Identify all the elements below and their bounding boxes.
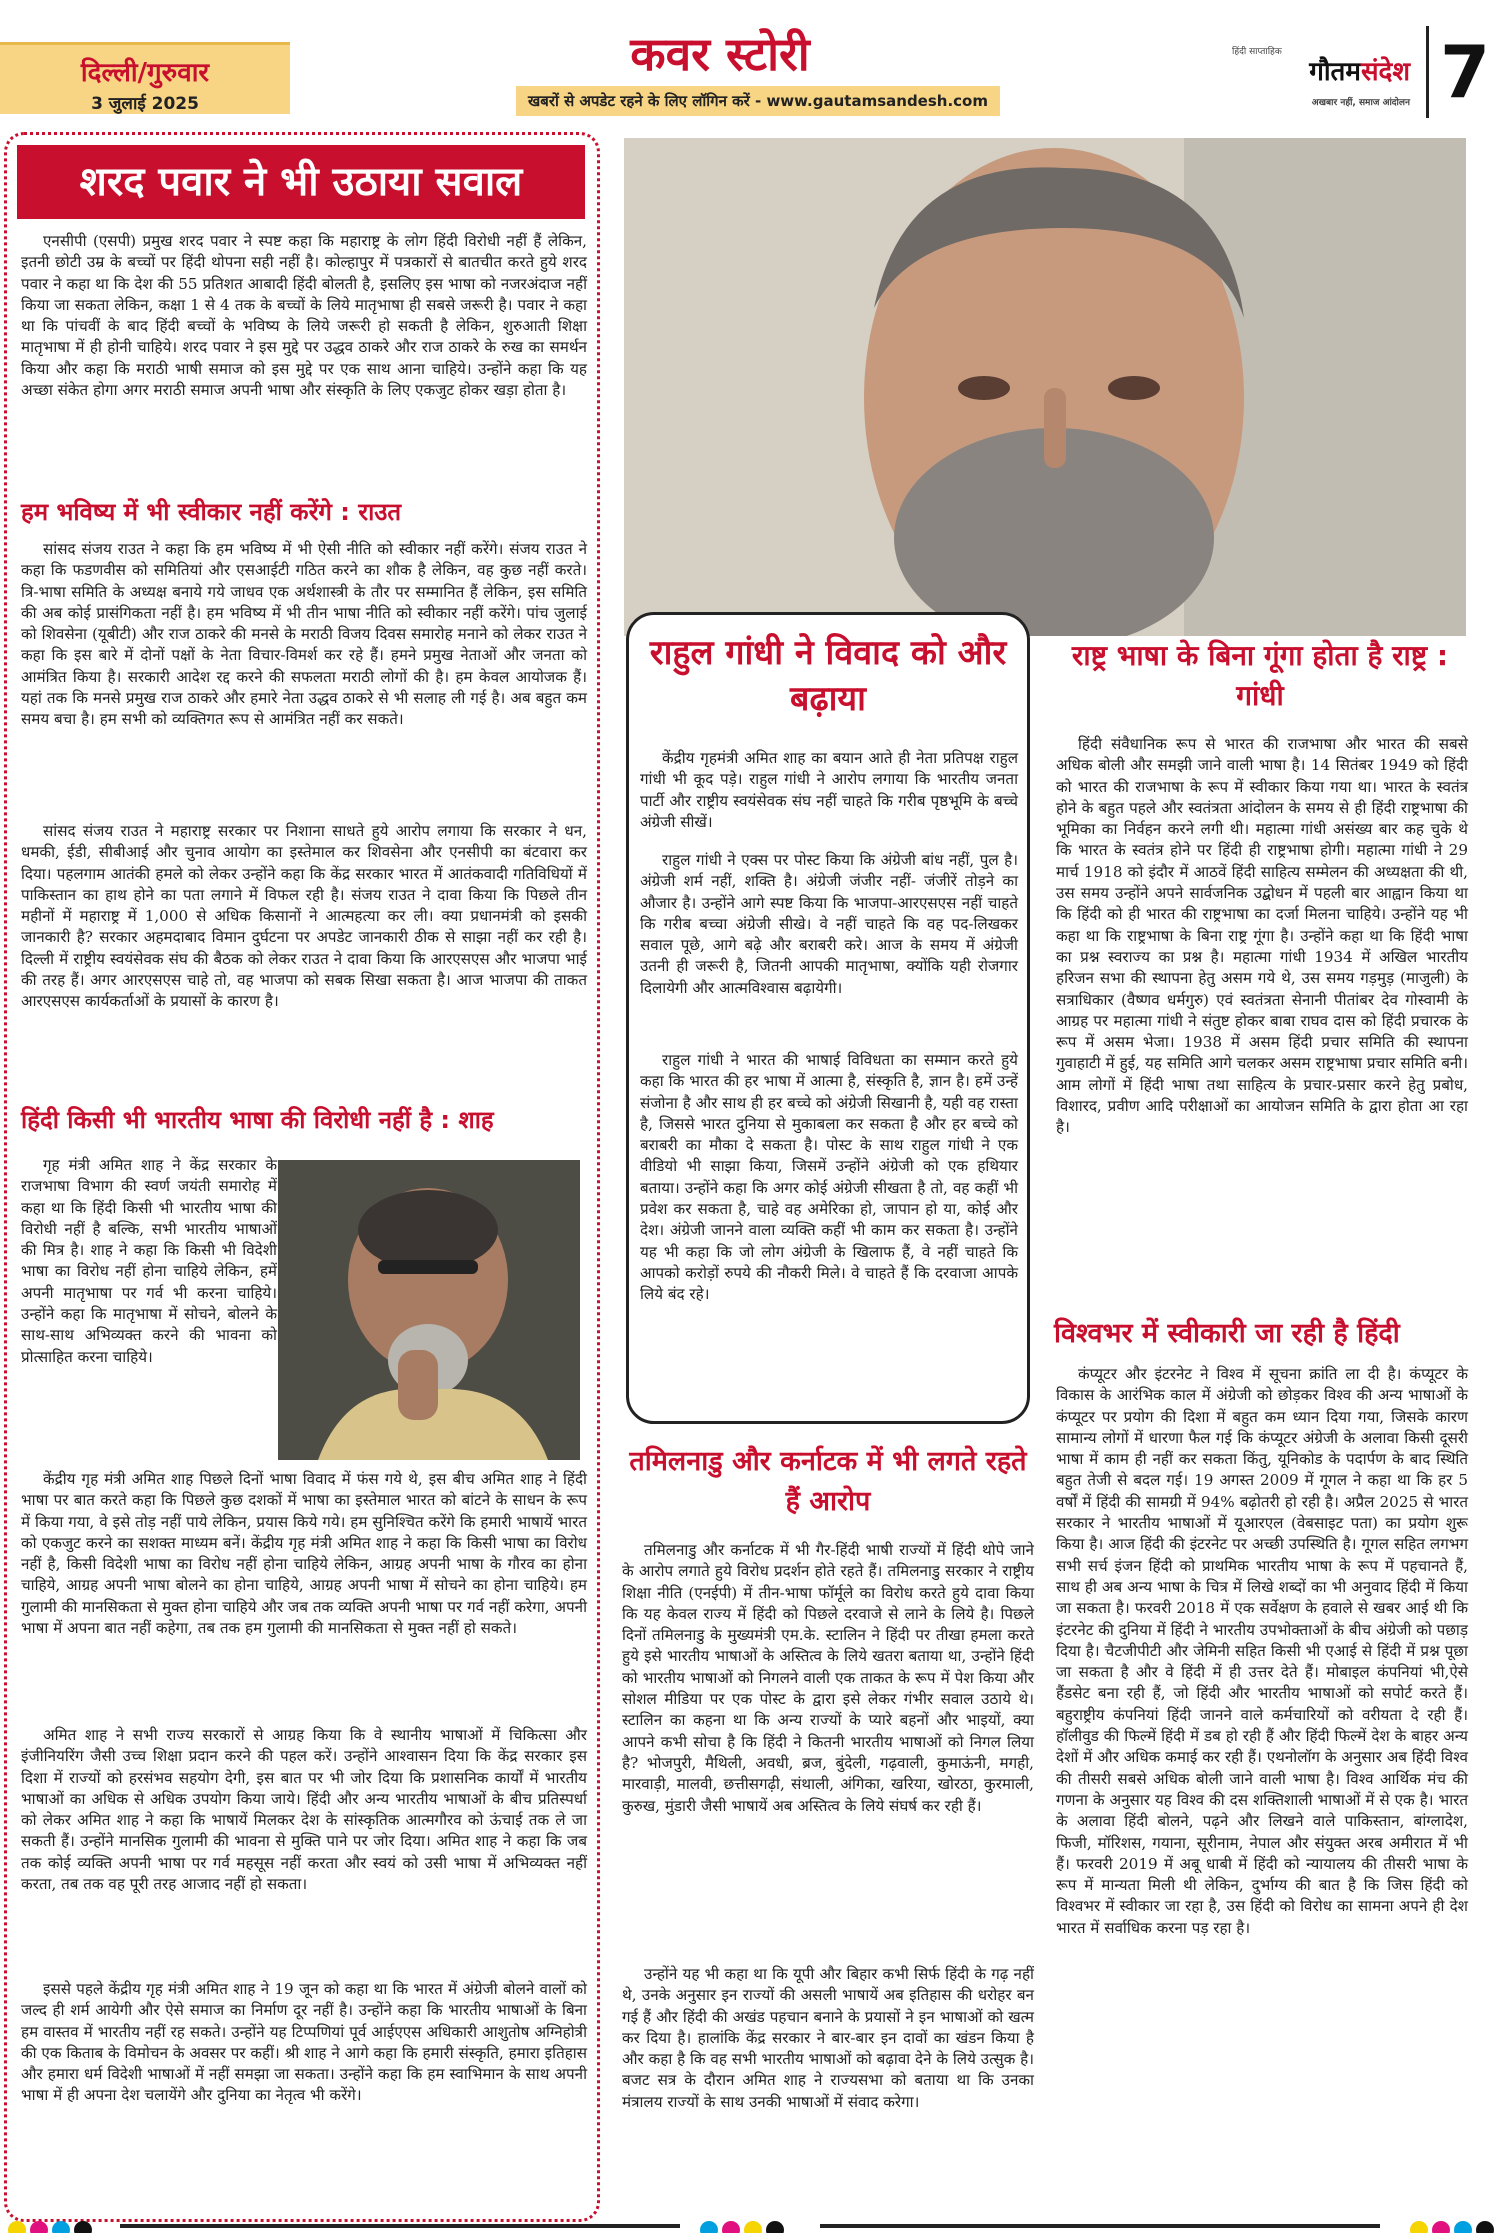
logo-name [1309,52,1410,88]
left-headline: शरद पवार ने भी उठाया सवाल [17,145,585,219]
color-mark-black [74,2221,92,2233]
page-header [0,0,1500,125]
color-mark-cyan [52,2221,70,2233]
left-para-4: गृह मंत्री अमित शाह ने केंद्र सरकार के राजभाषा विभाग की स्वर्ण जयंती समारोह में कहा था कि हिंदी किसी भी भारतीय भाषा की विरोधी नहीं है बल्कि, सभी भारतीय भाषाओं की मित्र है। शाह ने कहा कि किसी भी विदेशी भाषा का विरोध नहीं होना चाहिये लेकिन, हमें अपनी मातृभाषा पर गर्व भी करना चाहिये। उन्होंने कहा कि मातृभाषा में सोचने, बोलने के साथ-साथ अभिव्यक्त करने की भावना को प्रोत्साहित करना चाहिये। [21,1156,277,1366]
section-title: कवर स्टोरी [630,27,810,81]
portrait-illustration [624,138,1466,636]
logo-subtitle: अखबार नहीं, समाज आंदोलन [1311,98,1410,108]
logo-name-part2: संदेश [1360,57,1410,87]
right-headline: राष्ट्र भाषा के बिना गूंगा होता है राष्ट्र : गांधी [1071,639,1449,712]
amit-shah-photo [278,1160,580,1460]
color-mark-magenta [30,2221,48,2233]
page-number: 7 [1440,30,1491,114]
right-para-2: कंप्यूटर और इंटरनेट ने विश्व में सूचना क्रांति ला दी है। कंप्यूटर के विकास के आरंभिक काल में अंग्रेजी को छोड़कर विश्व की अन्य भाषाओं के कंप्यूटर पर प्रयोग की दिशा में बहुत कम ध्यान दिया गया, जिसके कारण सामान्य लोगों में धारणा फैल गई कि कंप्यूटर अंग्रेजी के अलावा किसी दूसरी भाषा में काम ही नहीं कर सकता किंतु, यूनिकोड के पदार्पण के बाद स्थिति बहुत तेजी से बदल गई। 19 अगस्त 2009 में गूगल ने कहा था कि हर 5 वर्षों में हिंदी की सामग्री में 94% बढ़ोतरी हो रही है। अप्रैल 2025 से भारत सरकार ने भारतीय भाषाओं में यूआरएल (वेबसाइट पता) का प्रयोग शुरू किया है। आज हिंदी की इंटरनेट पर अच्छी उपस्थिति है। गूगल सहित लगभग सभी सर्च इंजन हिंदी को प्राथमिक भारतीय भाषा के रूप में पहचानते हैं, साथ ही अब अन्य भाषा के चित्र में लिखे शब्दों का भी अनुवाद हिंदी में किया जा सकता है। फरवरी 2018 में एक सर्वेक्षण के हवाले से खबर आई थी कि इंटरनेट की दुनिया में हिंदी ने भारतीय उपभोक्ताओं के बीच अंग्रेजी को पछाड़ दिया है। चैटजीपीटी और जेमिनी सहित किसी भी एआई से हिंदी में प्रश्न पूछा जा सकता है और वे हिंदी में ही उत्तर देते हैं। मोबाइल कंपनियां भी,ऐसे हैंडसेट बना रही हैं, जो हिंदी और भारतीय भाषाओं को सपोर्ट करते हैं। बहुराष्ट्रीय कंपनियां हिंदी जानने वाले कर्मचारियों को वरीयता दे रही हैं। हॉलीवुड की फिल्में हिंदी में डब हो रही हैं और हिंदी फिल्में देश के बाहर अन्य देशों में और अधिक कमाई कर रही हैं। एथनोलॉग के अनुसार अब हिंदी विश्व की तीसरी सबसे अधिक बोली जाने वाली भाषा है। विश्व आर्थिक मंच की गणना के अनुसार यह विश्व की दस शक्तिशाली भाषाओं में से एक है। भारत के अलावा हिंदी बोलने, पढ़ने और लिखने वाले पाकिस्तान, बांग्लादेश, फिजी, मॉरिशस, गयाना, सूरीनाम, नेपाल और संयुक्त अरब अमीरात में भी हैं। फरवरी 2019 में अबू धाबी में हिंदी को न्यायालय की तीसरी भाषा के रूप में मान्यता मिली थी लेकिन, दुर्भाग्य की बात है कि जिस हिंदी को विश्वभर में स्वीकार जा रहा है, उस हिंदी को विरोध का सामना अपने ही देश भारत में सर्वाधिक करना पड़ रहा है। [1056,1365,1468,1937]
issue-date: 3 जुलाई 2025 [91,94,199,114]
center-para-3: राहुल गांधी ने भारत की भाषाई विविधता का सम्मान करते हुये कहा कि भारत की हर भाषा में आत्मा है, संस्कृति है, ज्ञान है। हमें उन्हें संजोना है और साथ ही हर बच्चे को अंग्रेजी सिखानी है, यही वह रास्ता है, जिससे भारत दुनिया से मुकाबला कर सकता है और हर बच्चे को बराबरी का मौका दे सकता है। पोस्ट के साथ राहुल गांधी ने एक वीडियो भी साझा किया, जिसमें उन्होंने अंग्रेजी को एक हथियार बताया। उन्होंने कहा कि अगर कोई अंग्रेजी सीखता है तो, वह कहीं भी प्रवेश कर सकता है, चाहे वह अमेरिका हो, जापान हो या, कोई और देश। अंग्रेजी जानने वाला व्यक्ति कहीं भी काम कर सकता है। उन्होंने यह भी कहा कि जो लोग अंग्रेजी के खिलाफ हैं, वे नहीं चाहते कि आपको करोड़ों रुपये की नौकरी मिले। वे चाहते हैं कि दरवाजा आपके लिये बंद रहे। [640,1051,1018,1304]
tamilnadu-para-1: तमिलनाडु और कर्नाटक में भी गैर-हिंदी भाषी राज्यों में हिंदी थोपे जाने के आरोप लगाते हुये विरोध प्रदर्शन होते रहते हैं। तमिलनाडु सरकार ने राष्ट्रीय शिक्षा नीति (एनईपी) में तीन-भाषा फॉर्मूले का विरोध करते हुये दावा किया कि यह केवल राज्य में हिंदी को पिछले दरवाजे से लाने के लिये है। पिछले दिनों तमिलनाडु के मुख्यमंत्री एम.के. स्टालिन ने हिंदी पर तीखा हमला करते हुये इसे भारतीय भाषाओं के अस्तित्व के लिये खतरा बताया था, उन्होंने हिंदी को भारतीय भाषाओं को निगलने वाली एक ताकत के रूप में पेश किया और सोशल मीडिया पर एक पोस्ट के द्वारा इसे लेकर गंभीर सवाल उठाये थे। स्टालिन का कहना था कि अन्य राज्यों के प्यारे बहनों और भाइयों, क्या आपने कभी सोचा है कि हिंदी ने कितनी भारतीय भाषाओं को निगल लिया है? भोजपुरी, मैथिली, अवधी, ब्रज, बुंदेली, गढ़वाली, कुमाऊंनी, मगही, मारवाड़ी, मालवी, छत्तीसगढ़ी, संथाली, अंगिका, खरिया, खोरठा, कुरमाली, कुरुख, मुंडारी जैसी भाषायें अब अस्तित्व के लिये संघर्ष कर रही हैं। [622,1541,1034,1815]
color-mark-yellow [744,2221,762,2233]
logo-tagline: हिंदी साप्ताहिक [1232,47,1282,57]
newspaper-logo [1232,47,1410,108]
left-para-1: एनसीपी (एसपी) प्रमुख शरद पवार ने स्पष्ट कहा कि महाराष्ट्र के लोग हिंदी विरोधी नहीं हैं लेकिन, इतनी छोटी उम्र के बच्चों पर हिंदी थोपना सही नहीं है। कोल्हापुर में पत्रकारों से बातचीत करते हुये शरद पवार ने कहा था कि देश की 55 प्रतिशत आबादी हिंदी बोलती है, इसलिए इस भाषा को नजरअंदाज नहीं किया जा सकता लेकिन, कक्षा 1 से 4 तक के बच्चों के लिये मातृभाषा ही सबसे जरूरी है। पवार ने कहा था कि पांचवीं के बाद हिंदी बच्चों के भविष्य के लिये जरूरी हो सकती है लेकिन, शुरुआती शिक्षा मातृभाषा में ही होनी चाहिये। शरद पवार ने इस मुद्दे पर उद्धव ठाकरे और राज ठाकरे के रुख का समर्थन किया और कहा कि मराठी भाषी समाज को इस मुद्दे पर एक साथ आना चाहिये। उन्होंने कहा कि यह अच्छा संकेत होगा अगर मराठी समाज अपनी भाषा और संस्कृति के लिए एकजुट होकर खड़ा होता है। [21,232,587,400]
color-mark-yellow [1410,2221,1428,2233]
footer-rule-left [120,2224,680,2228]
color-mark-cyan [700,2221,718,2233]
color-mark-cyan [1454,2221,1472,2233]
website-strip[interactable]: खबरों से अपडेट रहने के लिए लॉगिन करें - www.gautamsandesh.com [516,86,1000,116]
left-para-7: इससे पहले केंद्रीय गृह मंत्री अमित शाह ने 19 जून को कहा था कि भारत में अंग्रेजी बोलने वालों को जल्द ही शर्म आयेगी और ऐसे समाज का निर्माण दूर नहीं है। उन्होंने कहा कि भारतीय भाषाओं के बिना हम वास्तव में भारतीय नहीं रह सकते। उन्होंने यह टिप्पणियां पूर्व आईएएस अधिकारी आशुतोष अग्निहोत्री की एक किताब के विमोचन के अवसर पर कहीं। श्री शाह ने आगे कहा कि हमारी संस्कृति, हमारा इतिहास और हमारा धर्म विदेशी भाषाओं में नहीं समझा जा सकता। उन्होंने कहा कि हम स्वाभिमान के साथ अपनी भाषा में ही अपना देश चलायेंगे और दुनिया का नेतृत्व भी करेंगे। [21,1980,587,2105]
color-mark-black [766,2221,784,2233]
center-para-1: केंद्रीय गृहमंत्री अमित शाह का बयान आते ही नेता प्रतिपक्ष राहुल गांधी भी कूद पड़े। राहुल गांधी ने आरोप लगाया कि भारतीय जनता पार्टी और राष्ट्रीय स्वयंसेवक संघ नहीं चाहते कि गरीब पृष्ठभूमि के बच्चे अंग्रेजी सीखें। [640,749,1018,831]
left-para-2: सांसद संजय राउत ने कहा कि हम भविष्य में भी ऐसी नीति को स्वीकार नहीं करेंगे। संजय राउत ने कहा कि फडणवीस को समितियां और एसआईटी गठित करने का शौक है लेकिन, वह कुछ नहीं करते। त्रि-भाषा समिति के अध्यक्ष बनाये गये जाधव एक अर्थशास्त्री के तौर पर सम्मानित हैं लेकिन, इस समिति की अब कोई प्रासंगिकता नहीं है। हम भविष्य में भी तीन भाषा नीति को स्वीकार नहीं करेंगे। पांच जुलाई को शिवसेना (यूबीटी) और राज ठाकरे की मनसे के मराठी विजय दिवस समारोह मनाने को लेकर राउत ने कहा कि इस बारे में दोनों पक्षों के नेता विचार-विमर्श कर रहे हैं। हमने प्रमुख नेताओं और जनता को आमंत्रित किया है। सरकारी आदेश रद्द करने की सफलता मराठी लोगों की है। हम केवल आयोजक हैं। यहां तक कि मनसे प्रमुख राज ठाकरे और हमारे नेता उद्धव ठाकरे से भी सलाह ली गई है। अब बहुत कम समय बचा है। हम सभी को व्यक्तिगत रूप से आमंत्रित नहीं कर सकते। [21,540,587,729]
tamilnadu-headline: तमिलनाडु और कर्नाटक में भी लगते रहते हैं आरोप [629,1446,1027,1517]
left-para-3: सांसद संजय राउत ने महाराष्ट्र सरकार पर निशाना साधते हुये आरोप लगाया कि सरकार ने धन, धमकी, ईडी, सीबीआई और चुनाव आयोग का इस्तेमाल कर शिवसेना और एनसीपी का बंटवारा कर दिया। पहलगाम आतंकी हमले को लेकर उन्होंने कहा कि केंद्र सरकार भारत में आतंकवादी गतिविधियों में पाकिस्तान का हाथ होने का पता लगाने में विफल रही है। संजय राउत ने दावा किया कि पिछले तीन महीनों में महाराष्ट्र में 1,000 से अधिक किसानों ने आत्महत्या कर ली। क्या प्रधानमंत्री को इसकी जानकारी है? सरकार अहमदाबाद विमान दुर्घटना पर अपडेट जानकारी ठीक से साझा नहीं कर रही है। दिल्ली में राष्ट्रीय स्वयंसेवक संघ की बैठक को लेकर राउत ने दावा किया कि आरएसएस और भाजपा भाई की तरह हैं। अगर आरएसएस चाहे तो, वह भाजपा को सबक सिखा सकता है। आज भाजपा की ताकत आरएसएस कार्यकर्ताओं के प्रयासों के कारण है। [21,822,587,1011]
footer-rule-right [820,2224,1380,2228]
left-para-6: अमित शाह ने सभी राज्य सरकारों से आग्रह किया कि वे स्थानीय भाषाओं में चिकित्सा और इंजीनियरिंग जैसी उच्च शिक्षा प्रदान करने की पहल करें। उन्होंने आश्वासन दिया कि केंद्र सरकार इस दिशा में राज्यों को हरसंभव सहयोग देगी, इस बात पर भी जोर दिया कि प्रशासनिक कार्यों में भारतीय भाषाओं का अधिक से अधिक उपयोग किया जाये। हिंदी और अन्य भारतीय भाषाओं के बीच प्रतिस्पर्धा को लेकर अमित शाह ने कहा कि भाषायें मिलकर देश के सांस्कृतिक आत्मगौरव को ऊंचाई तक ले जा सकती हैं। उन्होंने मानसिक गुलामी की भावना से मुक्ति पाने पर जोर दिया। अमित शाह ने कहा कि जब तक कोई व्यक्ति अपनी भाषा पर गर्व महसूस नहीं करता और स्वयं को उसी भाषा में अभिव्यक्त नहीं करता, तब तक वह पूरी तरह आजाद नहीं हो सकता। [21,1726,587,1894]
left-subheading-2: हिंदी किसी भी भारतीय भाषा की विरोधी नहीं है : शाह [21,1106,494,1134]
color-mark-black [1476,2221,1494,2233]
city-day: दिल्ली/गुरुवार [80,58,210,88]
left-subheading-1: हम भविष्य में भी स्वीकार नहीं करेंगे : राउत [21,498,402,526]
header-divider [1426,26,1429,118]
date-box [0,42,290,114]
center-headline: राहुल गांधी ने विवाद को और बढ़ाया [649,633,1007,719]
right-para-1: हिंदी संवैधानिक रूप से भारत की राजभाषा और भारत की सबसे अधिक बोली और समझी जाने वाली भाषा है। 14 सितंबर 1949 को हिंदी को भारत की राजभाषा के रूप में स्वीकार किया गया था। भारत के स्वतंत्र होने के बहुत पहले और स्वतंत्रता आंदोलन के समय से ही हिंदी राष्ट्रभाषा की भूमिका का निर्वहन करने लगी थी। महात्मा गांधी असंख्य बार कह चुके थे कि भारत के स्वतंत्र होने पर हिंदी ही राष्ट्रभाषा होगी। महात्मा गांधी ने 29 मार्च 1918 को इंदौर में आठवें हिंदी साहित्य सम्मेलन की अध्यक्षता की थी, उस समय उन्होंने अपने सार्वजनिक उद्बोधन में पहली बार आह्वान किया था कि हिंदी को ही भारत की राष्ट्रभाषा का दर्जा मिलना चाहिये। उन्होंने यह भी कहा था कि राष्ट्रभाषा के बिना राष्ट्र गूंगा है। उन्होंने कहा था कि हिंदी भाषा का प्रश्न स्वराज्य का प्रश्न है। महात्मा गांधी 1934 में अखिल भारतीय हरिजन सभा की स्थापना हेतु असम गये थे, उस समय गड़मुड़ (माजुली) के सत्राधिकार (वैष्णव धर्मगुरु) एवं स्वतंत्रता सेनानी पीतांबर देव गोस्वामी के आग्रह पर महात्मा गांधी ने संतुष्ट होकर बाबा राघव दास को हिंदी प्रचारक के रूप में असम भेजा। 1938 में असम हिंदी प्रचार समिति की स्थापना गुवाहाटी में हुई, यह समिति आगे चलकर असम राष्ट्रभाषा प्रचार समिति बनी। आम लोगों में हिंदी भाषा तथा साहित्य के प्रचार-प्रसार करने हेतु प्रबोध, विशारद, प्रवीण आदि परीक्षाओं का आयोजन समिति के द्वारा होता आ रहा है। [1056,735,1468,1137]
tamilnadu-para-2: उन्होंने यह भी कहा था कि यूपी और बिहार कभी सिर्फ हिंदी के गढ़ नहीं थे, उनके अनुसार इन राज्यों की असली भाषायें अब इतिहास की धरोहर बन गई हैं और हिंदी की अखंड पहचान बनाने के प्रयासों ने इन भाषाओं को खत्म कर दिया है। हालांकि केंद्र सरकार ने बार-बार इन दावों का खंडन किया है और कहा है कि वह सभी भारतीय भाषाओं को बढ़ावा देने के लिये उत्सुक है। बजट सत्र के दौरान अमित शाह ने राज्यसभा को बताया था कि उनका मंत्रालय राज्यों के साथ उनकी भाषाओं में संवाद करेगा। [622,1965,1034,2111]
rahul-gandhi-photo [624,138,1466,636]
center-para-2: राहुल गांधी ने एक्स पर पोस्ट किया कि अंग्रेजी बांध नहीं, पुल है। अंग्रेजी शर्म नहीं, शक्ति है। अंग्रेजी जंजीर नहीं- जंजीरें तोड़ने का औजार है। उन्होंने आगे स्पष्ट किया कि भाजपा-आरएसएस नहीं चाहते कि गरीब बच्चा अंग्रेजी सीखे। वे नहीं चाहते कि वह पद-लिखकर सवाल पूछे, आगे बढ़े और बराबरी करे। आज के समय में अंग्रेजी उतनी ही जरूरी है, जितनी आपकी मातृभाषा, क्योंकि यही रोजगार दिलायेगी और आत्मविश्वास बढ़ायेगी। [640,851,1018,997]
worldwide-headline: विश्वभर में स्वीकारी जा रही है हिंदी [1054,1318,1400,1349]
color-mark-magenta [722,2221,740,2233]
left-para-5: केंद्रीय गृह मंत्री अमित शाह पिछले दिनों भाषा विवाद में फंस गये थे, इस बीच अमित शाह ने हिंदी भाषा पर बात करते कहा कि पिछले कुछ दशकों में भाषा का इस्तेमाल भारत को बांटने के साधन के रूप में किया गया, वे इसे तोड़ नहीं पाये लेकिन, प्रयास किये गये। हम सुनिश्चित करेंगे कि हमारी भाषायें भारत को एकजुट करने का सशक्त माध्यम बनें। केंद्रीय गृह मंत्री अमित शाह ने कहा कि किसी भाषा का विरोध नहीं है, किसी विदेशी भाषा का विरोध नहीं होना चाहिये लेकिन, आग्रह अपनी भाषा के गौरव का होना चाहिये, आग्रह अपनी भाषा बोलने का होना चाहिये, आग्रह अपनी भाषा में सोचने का होना चाहिये। हम गुलामी की मानसिकता से मुक्त होना चाहिये और जब तक व्यक्ति अपनी भाषा पर गर्व नहीं करेगा, अपनी भाषा में अपना बात नहीं कहेगा, तब तक हम गुलामी की मानसिकता से मुक्त नहीं हो सकते। [21,1470,587,1638]
logo-name-part1: गौतम [1309,57,1361,87]
color-mark-yellow [8,2221,26,2233]
portrait-illustration [278,1160,580,1460]
color-mark-magenta [1432,2221,1450,2233]
